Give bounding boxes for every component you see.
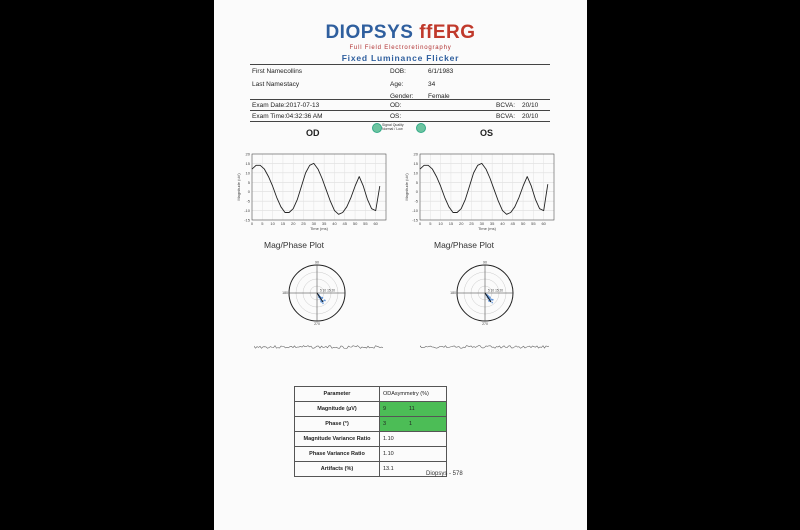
table-cell: 9 11	[380, 402, 447, 417]
polar-point	[491, 302, 493, 304]
report-protocol: Fixed Luminance Flicker	[341, 53, 460, 63]
divider	[250, 121, 550, 122]
x-tick-label: 15	[448, 221, 454, 226]
divider	[250, 99, 550, 100]
x-tick-label: 0	[250, 221, 254, 226]
x-tick-label: 45	[510, 221, 515, 226]
polar-label-left: 180	[450, 291, 456, 296]
x-tick-label: 35	[321, 221, 327, 226]
footer: Diopsys - 578	[426, 471, 463, 477]
od-mag-phase-title: Mag/Phase Plot	[264, 240, 325, 250]
os-waveform-chart	[402, 150, 572, 238]
x-tick-label: 5	[261, 221, 264, 226]
raw-trace	[420, 346, 549, 349]
bcva-od-label: BCVA:	[496, 102, 516, 109]
polar-label-left: 180	[282, 291, 288, 296]
age-value: 34	[428, 81, 436, 88]
x-tick-label: 45	[342, 221, 347, 226]
signal-quality-os-indicator	[416, 123, 426, 133]
polar-label-top: 90	[483, 260, 487, 265]
polar-label-top: 90	[315, 260, 319, 265]
table-cell: Magnitude Variance Ratio	[295, 432, 380, 447]
plot-frame	[420, 154, 554, 220]
polar-point	[492, 299, 494, 301]
signal-quality-od-indicator	[372, 123, 382, 133]
os-label: OS:	[390, 113, 402, 120]
x-tick-label: 50	[352, 221, 358, 226]
polar-ring-labels: 5 10 15 20	[320, 288, 336, 293]
y-tick-label: -5	[414, 198, 418, 204]
y-tick-label: -5	[246, 198, 250, 204]
y-tick-label: -10	[244, 208, 250, 214]
od-label: OD:	[390, 102, 402, 109]
table-row	[295, 417, 447, 432]
x-axis-label: Time (ms)	[478, 226, 496, 231]
od-waveform-chart	[234, 150, 404, 238]
diopsys-logo: DIOPSYS ffERG	[325, 22, 476, 43]
gender-value: Female	[428, 93, 450, 100]
table-cell: 1.10	[380, 432, 447, 447]
x-tick-label: 35	[489, 221, 495, 226]
polar-point	[322, 303, 324, 305]
x-tick-label: 40	[500, 221, 505, 226]
polar-ring-labels: 5 10 15 20	[488, 288, 504, 293]
last-name-value: stacy	[284, 81, 300, 88]
table-cell: 3 1	[380, 417, 447, 432]
divider	[250, 110, 550, 111]
x-tick-label: 20	[459, 221, 464, 226]
gender-label: Gender:	[390, 93, 414, 100]
x-tick-label: 15	[280, 221, 286, 226]
y-tick-label: 10	[245, 170, 250, 176]
table-cell: Phase Variance Ratio	[295, 447, 380, 462]
x-tick-label: 30	[311, 221, 317, 226]
table-header: Parameter	[295, 387, 380, 402]
table-header-row	[295, 387, 447, 402]
x-tick-label: 50	[520, 221, 526, 226]
table-header: ODAsymmetry (%)	[380, 387, 447, 402]
bcva-os-value: 20/10	[522, 113, 539, 120]
table-cell: Phase (°)	[295, 417, 380, 432]
y-axis-label: Magnitude (uV)	[236, 173, 241, 201]
last-name-label: Last Name:	[252, 81, 286, 88]
os-polar-plot	[448, 256, 522, 330]
os-mag-phase-title: Mag/Phase Plot	[434, 240, 495, 250]
divider	[250, 64, 550, 65]
x-tick-label: 20	[291, 221, 296, 226]
bcva-os-label: BCVA:	[496, 113, 516, 120]
table-row	[295, 447, 447, 462]
od-trace	[254, 338, 384, 356]
signal-quality-legend: Signal Quality Normal / Low	[382, 123, 404, 131]
y-tick-label: -15	[412, 217, 418, 223]
y-tick-label: 0	[247, 189, 250, 195]
y-tick-label: 15	[413, 160, 418, 166]
dob-value: 6/1/1983	[428, 68, 454, 75]
table-cell: Magnitude (µV)	[295, 402, 380, 417]
x-tick-label: 40	[332, 221, 337, 226]
x-axis-label: Time (ms)	[310, 226, 328, 231]
os-heading: OS	[480, 128, 494, 138]
y-tick-label: 20	[245, 151, 250, 157]
os-trace	[420, 338, 550, 356]
x-tick-label: 60	[373, 221, 378, 226]
y-tick-label: 5	[415, 179, 418, 185]
y-tick-label: -15	[244, 217, 250, 223]
od-heading: OD	[306, 128, 320, 138]
dob-label: DOB:	[390, 68, 406, 75]
polar-label-bottom: 270	[314, 322, 320, 326]
exam-time-value: 04:32:36 AM	[286, 113, 323, 120]
first-name-value: collins	[284, 68, 303, 75]
plot-frame	[252, 154, 386, 220]
table-cell: 13.1	[380, 462, 447, 477]
y-tick-label: 15	[245, 160, 250, 166]
report-page	[214, 0, 587, 530]
table-cell: 1.10	[380, 447, 447, 462]
x-tick-label: 25	[469, 221, 474, 226]
x-tick-label: 55	[363, 221, 368, 226]
od-polar-plot	[280, 256, 354, 330]
x-tick-label: 10	[270, 221, 275, 226]
first-name-label: First Name:	[252, 68, 286, 75]
series-line	[252, 163, 380, 214]
x-tick-label: 30	[479, 221, 485, 226]
x-tick-label: 5	[429, 221, 432, 226]
raw-trace	[254, 346, 383, 349]
y-tick-label: 20	[413, 151, 418, 157]
x-tick-label: 60	[541, 221, 546, 226]
y-tick-label: 10	[413, 170, 418, 176]
table-row	[295, 402, 447, 417]
y-tick-label: 0	[415, 189, 418, 195]
age-label: Age:	[390, 81, 404, 88]
parameter-table	[294, 386, 447, 477]
polar-point	[321, 297, 323, 299]
table-row	[295, 432, 447, 447]
x-tick-label: 25	[301, 221, 306, 226]
series-line	[420, 163, 548, 214]
polar-label-bottom: 270	[482, 322, 488, 326]
exam-date-value: 2017-07-13	[286, 102, 320, 109]
y-tick-label: -10	[412, 208, 418, 214]
x-tick-label: 0	[418, 221, 422, 226]
x-tick-label: 10	[438, 221, 443, 226]
polar-point	[324, 299, 326, 301]
bcva-od-value: 20/10	[522, 102, 539, 109]
exam-time-label: Exam Time:	[252, 113, 287, 120]
exam-date-label: Exam Date:	[252, 102, 286, 109]
x-tick-label: 55	[531, 221, 536, 226]
table-row	[295, 462, 447, 477]
table-cell: Artifacts (%)	[295, 462, 380, 477]
y-axis-label: Magnitude (uV)	[404, 173, 409, 201]
report-subtitle: Full Field Electroretinography	[349, 45, 452, 51]
y-tick-label: 5	[247, 179, 250, 185]
